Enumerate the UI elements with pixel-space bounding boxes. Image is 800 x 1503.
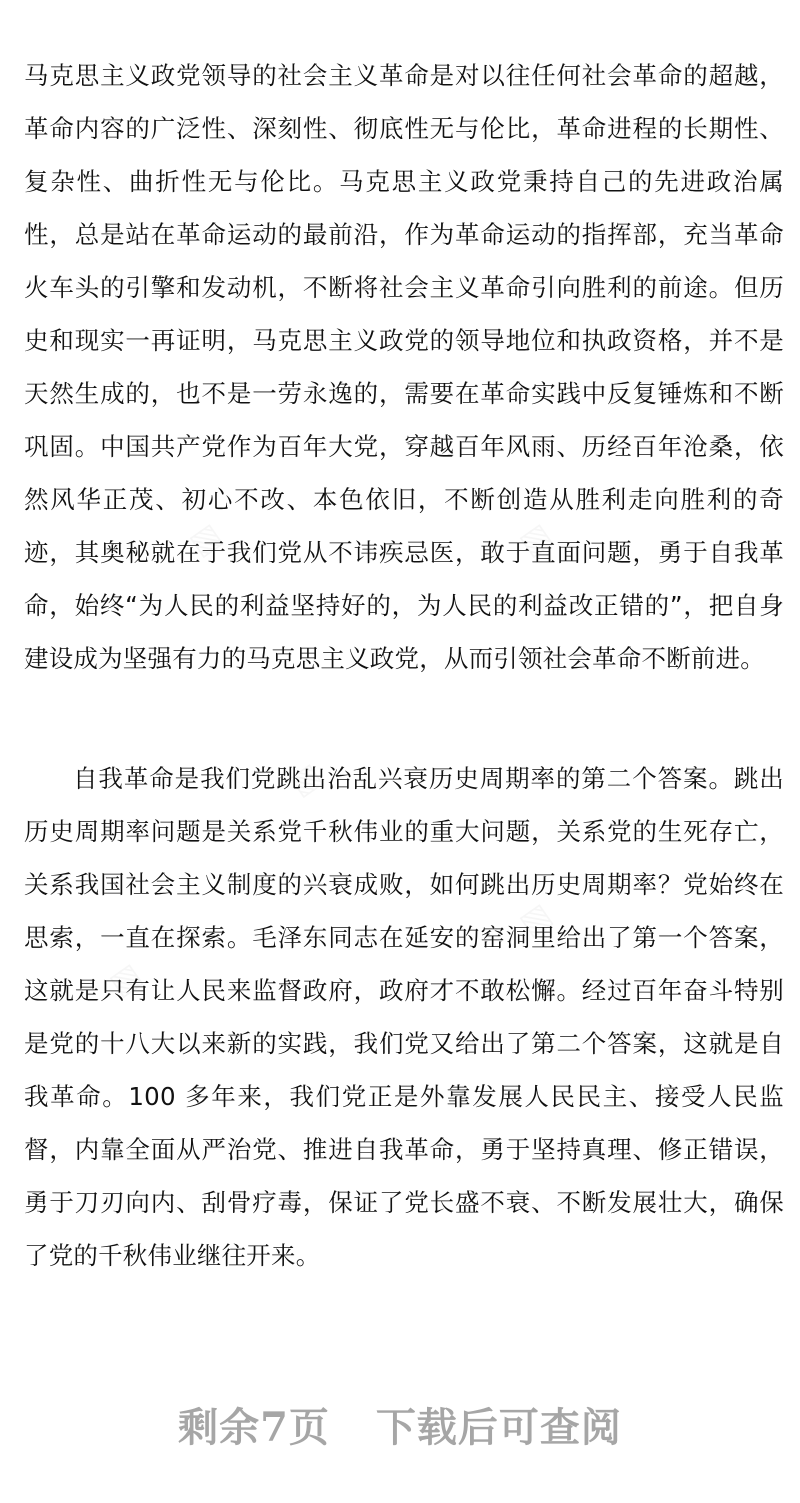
- download-prompt-banner[interactable]: [0, 1398, 800, 1458]
- download-to-view-label[interactable]: 下载后可查阅: [375, 1404, 622, 1451]
- paragraph-2: 自我革命是我们党跳出治乱兴衰历史周期率的第二个答案。跳出历史周期率问题是关系党千秋伟业的重大问题，关系党的生死存亡，关系我国社会主义制度的兴衰成败，如何跳出历史周期率？党始终在思索，一直在探索。毛泽东同志在延安的窑洞里给出了第一个答案，这就是只有让人民来监督政府，政府才不敢松懈。经过百年奋斗特别是党的十八大以来新的实践，我们党又给出了第二个答案，这就是自我革命。100 多年来，我们党正是外靠发展人民民主、接受人民监督，内靠全面从严治党、推进自我革命，勇于坚持真理、修正错误，勇于刀刃向内、刮骨疗毒，保证了党长盛不衰、不断发展壮大，确保了党的千秋伟业继往开来。: [24, 764, 784, 1270]
- paragraph-1: 马克思主义政党领导的社会主义革命是对以往任何社会革命的超越，革命内容的广泛性、深刻性、彻底性无与伦比，革命进程的长期性、复杂性、曲折性无与伦比。马克思主义政党秉持自己的先进政治属性，总是站在革命运动的最前沿，作为革命运动的指挥部，充当革命火车头的引擎和发动机，不断将社会主义革命引向胜利的前途。但历史和现实一再证明，马克思主义政党的领导地位和执政资格，并不是天然生成的，也不是一劳永逸的，需要在革命实践中反复锤炼和不断巩固。中国共产党作为百年大党，穿越百年风雨、历经百年沧桑，依然风华正茂、初心不改、本色依旧，不断创造从胜利走向胜利的奇迹，其奥秘就在于我们党从不讳疾忌医，敢于直面问题，勇于自我革命，始终“为人民的利益坚持好的，为人民的利益改正错的”，把自身建设成为坚强有力的马克思主义政党，从而引领社会革命不断前进。: [24, 61, 784, 673]
- remaining-pages-label[interactable]: 剩余7页: [178, 1404, 330, 1451]
